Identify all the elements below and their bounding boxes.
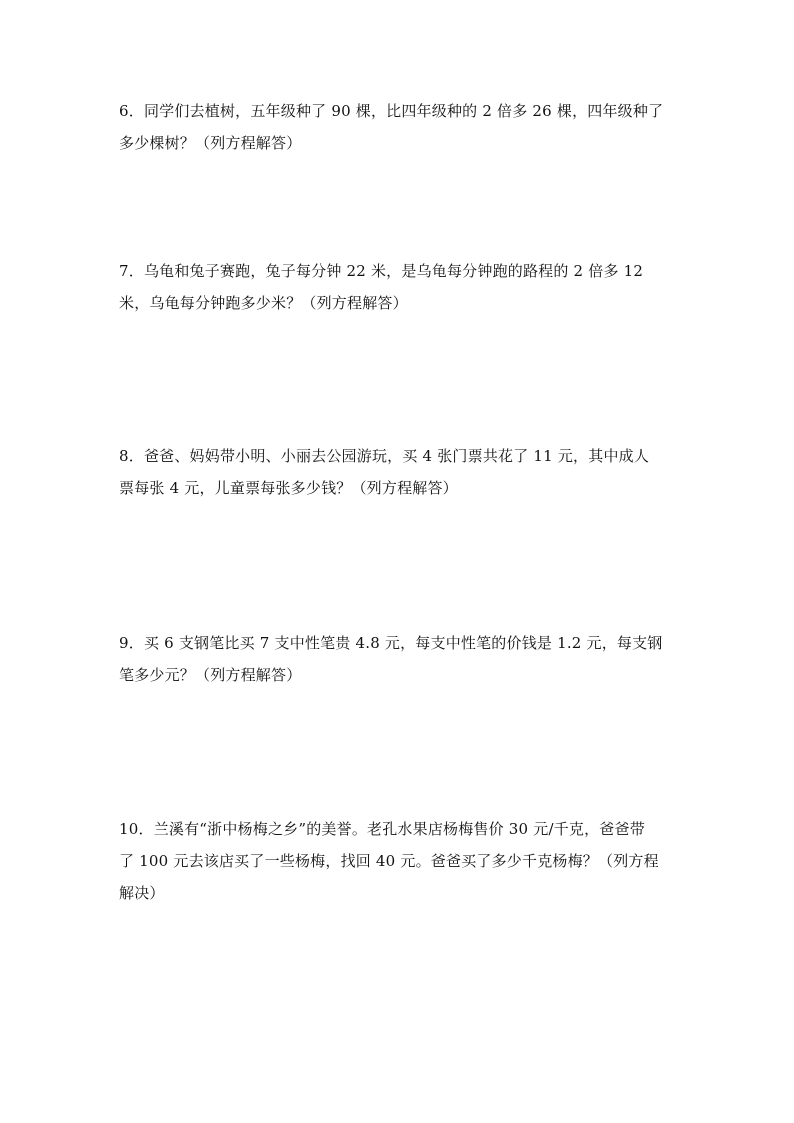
question-8-text-2: 票每张 4 元，儿童票每张多少钱？（列方程解答）	[119, 479, 458, 497]
question-8	[119, 440, 679, 504]
question-10-text-1: 兰溪有“浙中杨梅之乡”的美誉。老孔水果店杨梅售价 30 元/千克，爸爸带	[153, 820, 645, 838]
question-6-line-1	[119, 95, 679, 127]
question-7-text-2: 米，乌龟每分钟跑多少米？（列方程解答）	[119, 294, 408, 312]
question-10-text-3: 解决）	[119, 884, 165, 902]
question-7-number: 7．	[119, 262, 144, 280]
question-9-number: 9．	[119, 634, 144, 652]
question-6-text-1: 同学们去植树，五年级种了 90 棵，比四年级种的 2 倍多 26 棵，四年级种了	[143, 102, 664, 120]
question-8-line-1	[119, 440, 679, 472]
question-6	[119, 95, 679, 159]
question-6-number: 6．	[119, 102, 144, 120]
question-10	[119, 813, 679, 909]
question-8-text-1: 爸爸、妈妈带小明、小丽去公园游玩，买 4 张门票共花了 11 元，其中成人	[143, 447, 650, 465]
question-10-line-1	[119, 813, 679, 845]
question-10-number: 10．	[119, 820, 154, 838]
question-9	[119, 627, 679, 691]
question-7-text-1: 乌龟和兔子赛跑，兔子每分钟 22 米，是乌龟每分钟跑的路程的 2 倍多 12	[143, 262, 644, 280]
question-9-text-2: 笔多少元？（列方程解答）	[119, 666, 302, 684]
question-10-text-2: 了 100 元去该店买了一些杨梅，找回 40 元。爸爸买了多少千克杨梅？（列方程	[119, 852, 659, 870]
question-7-line-1	[119, 255, 679, 287]
question-7	[119, 255, 679, 319]
question-9-text-1: 买 6 支钢笔比买 7 支中性笔贵 4.8 元，每支中性笔的价钱是 1.2 元，每支钢	[143, 634, 663, 652]
question-8-number: 8．	[119, 447, 144, 465]
question-9-line-1	[119, 627, 679, 659]
question-6-text-2: 多少棵树？（列方程解答）	[119, 134, 302, 152]
